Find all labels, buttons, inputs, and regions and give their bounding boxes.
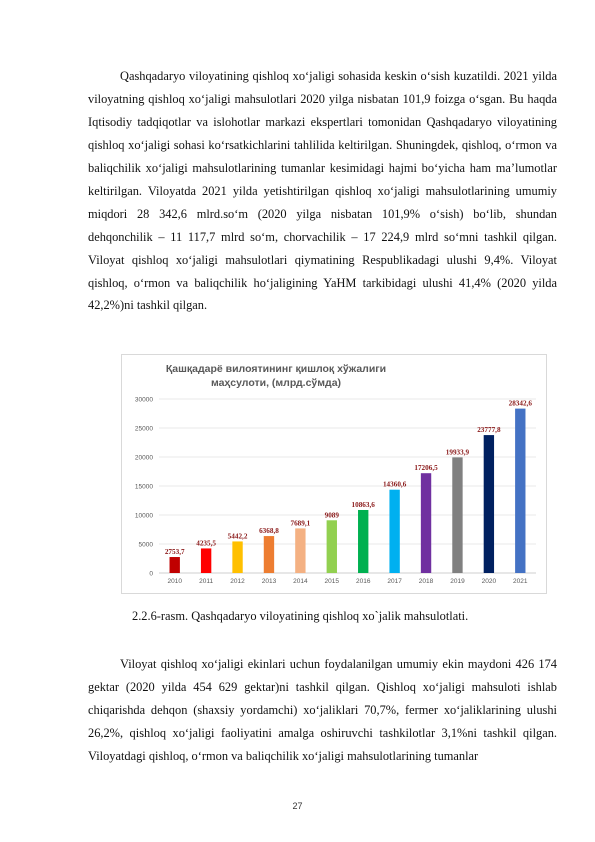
bar-2015 xyxy=(327,520,337,573)
chart-bars xyxy=(170,409,526,573)
y-tick-label: 5000 xyxy=(138,541,153,549)
bar-2016 xyxy=(358,510,368,573)
bar-chart xyxy=(121,354,547,594)
chart-title-line-1: Қашқадарё вилоятининг қишлоқ хўжалиги xyxy=(165,363,387,375)
data-label-2014: 7689,1 xyxy=(290,519,311,528)
x-tick-label: 2012 xyxy=(230,578,245,585)
y-tick-label: 25000 xyxy=(134,425,153,433)
data-label-2018: 17206,5 xyxy=(414,464,438,473)
chart-y-axis xyxy=(135,396,153,577)
bar-2013 xyxy=(264,536,274,573)
data-label-2021: 28342,6 xyxy=(508,399,532,408)
y-tick-label: 0 xyxy=(149,570,153,578)
bar-2021 xyxy=(515,409,525,573)
chart-x-axis xyxy=(167,578,527,585)
bar-2011 xyxy=(201,548,211,573)
x-tick-label: 2015 xyxy=(324,578,340,585)
page-number: 27 xyxy=(292,801,303,811)
bar-2020 xyxy=(484,435,494,573)
x-tick-label: 2017 xyxy=(387,578,402,585)
x-tick-label: 2013 xyxy=(261,578,277,585)
y-tick-label: 10000 xyxy=(134,512,153,520)
x-tick-label: 2021 xyxy=(513,578,528,585)
paragraph-intro: Qashqadaryo viloyatining qishloq xo‘jaligi sohasida keskin o‘sish kuzatildi. 2021 yilda viloyatning qishloq xo‘jaligi mahsulotlari 2020 yilga nisbatan 101,9 foizga o‘sgan. Bu haqda Iqtisodiy tadqiqotlar va islohotlar markazi ekspertlari tomonidan Qashqadaryo viloyatining qishloq xo‘jaligi sohasi ko‘rsatkichlarini tahlilida keltirilgan. Shuningdek, qishloq, o‘rmon va baliqchilik xo‘jaligi mahsulotlarining tumanlar kesimidagi hajmi bo‘yicha ham ma’lumotlar keltirilgan. Viloyatda 2021 yilda yetishtirilgan qishloq xo‘jaligi mahsulotlarining umumiy miqdori 28 342,6 mlrd.so‘m (2020 yilga nisbatan 101,9% o‘sish) bo‘lib, shundan dehqonchilik – 11 117,7 mlrd so‘m, chorvachilik – 17 224,9 mlrd so‘mni tashkil qilgan. Viloyat qishloq xo‘jaligi mahsulotlari qiymatining Respublikadagi ulushi 9,4%. Viloyat qishloq, o‘rmon va baliqchilik ho‘jaligining YaHM tarkibidagi ulushi 41,4% (2020 yilda 42,2%)ni tashkil qilgan. xyxy=(88,69,557,313)
y-tick-label: 20000 xyxy=(134,454,153,462)
x-tick-label: 2020 xyxy=(481,578,497,585)
x-tick-label: 2011 xyxy=(199,578,214,585)
bar-2012 xyxy=(232,541,242,573)
data-label-2011: 4235,5 xyxy=(196,539,217,548)
x-tick-label: 2016 xyxy=(355,578,371,585)
data-label-2010: 2753,7 xyxy=(164,548,185,557)
chart-svg xyxy=(122,355,546,593)
data-label-2017: 14360,6 xyxy=(382,480,407,489)
x-tick-label: 2019 xyxy=(450,578,465,585)
figure-caption: 2.2.6-rasm. Qashqadaryo viloyatining qishloq xo`jalik mahsulotlati. xyxy=(132,609,469,623)
bar-2014 xyxy=(295,528,305,573)
chart-data-labels xyxy=(165,400,533,556)
x-tick-label: 2010 xyxy=(167,578,182,585)
x-tick-label: 2018 xyxy=(418,578,434,585)
y-tick-label: 30000 xyxy=(134,396,153,404)
bar-2010 xyxy=(170,557,180,573)
bar-2018 xyxy=(421,473,431,573)
bar-2017 xyxy=(389,490,399,573)
bar-2019 xyxy=(452,457,462,573)
data-label-2012: 5442,2 xyxy=(227,532,248,541)
chart-title-line-2: маҳсулоти, (млрд.сўмда) xyxy=(210,377,342,389)
data-label-2020: 23777,8 xyxy=(477,426,501,435)
paragraph-crops: Viloyat qishloq xo‘jaligi ekinlari uchun foydalanilgan umumiy ekin maydoni 426 174 gektar (2020 yilda 454 629 gektar)ni tashkil qilgan. Qishloq xo‘jaligi mahsuloti ishlab chiqarishda dehqon (shaxsiy yordamchi) xo‘jaliklari 70,7%, fermer xo‘jaliklarining ulushi 26,2%, qishloq xo‘jaligi faoliyatini amalga oshiruvchi tashkilotlar 3,1%ni tashkil qilgan. Viloyatdagi qishloq, o‘rmon va baliqchilik xo‘jaligi mahsulotlarining tumanlar xyxy=(88,657,557,764)
x-tick-label: 2014 xyxy=(293,578,308,585)
data-label-2016: 10863,6 xyxy=(351,500,375,509)
data-label-2013: 6368,8 xyxy=(259,527,279,536)
data-label-2015: 9089 xyxy=(324,511,339,520)
y-tick-label: 15000 xyxy=(134,483,153,491)
data-label-2019: 19933,9 xyxy=(445,448,470,457)
